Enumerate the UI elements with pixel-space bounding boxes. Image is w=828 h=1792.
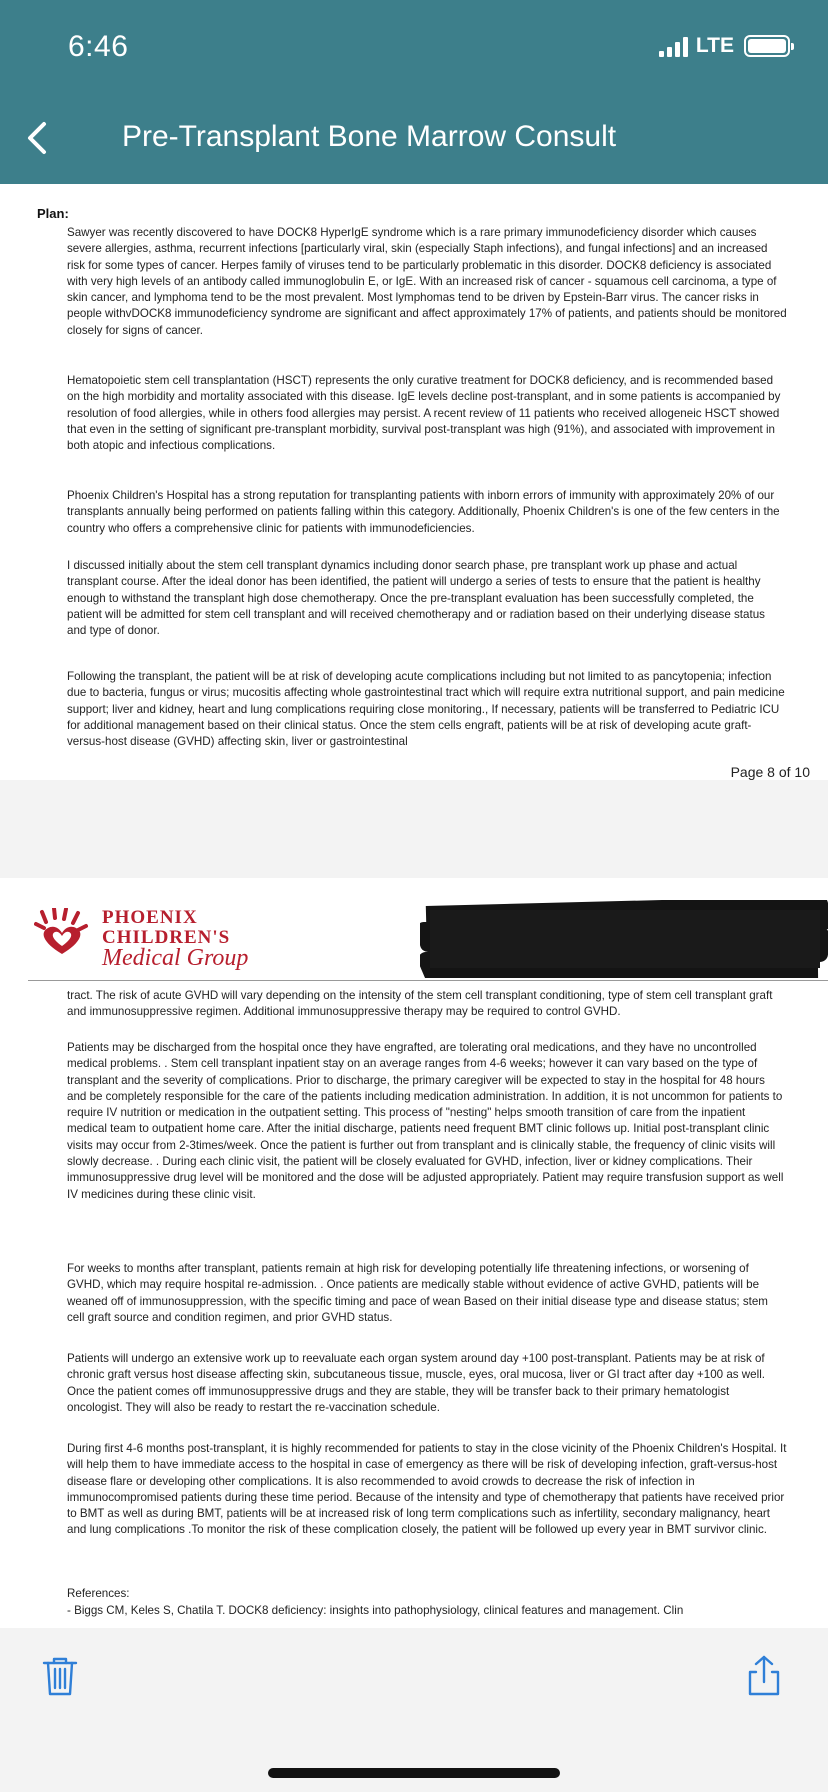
paragraph: During first 4-6 months post-transplant, it is highly recommended for patients to stay in the close vicinity of the Phoenix Children's Hospital. It will help them to have immediate access to the hospital in case of emergency as there will be risk of developing infection, graft-versus-host disease flare or developing other complications. It is also recommended to avoid crowds to decrease the risk of infection in immunocompromised patients during these time period. Because of the intensity and type of chemotherapy that patients have received prior to BMT as well as during BMT, patients will be at increased risk of long term complications such as infertility, secondary malignancy, heart and lung complications .To monitor the risk of these complication closely, the patient will be followed up every year in BMT survivor clinic. xyxy=(67,1442,787,1537)
page-number: Page 8 of 10 xyxy=(730,764,810,780)
reference-item: - Biggs CM, Keles S, Chatila T. DOCK8 deficiency: insights into pathophysiology, clinical features and management. Clin xyxy=(67,1604,684,1617)
paragraph: I discussed initially about the stem cell transplant dynamics including donor search phase, pre transplant work up phase and actual transplant course. After the ideal donor has been identified, the patient will undergo a series of tests to ensure that the patient is healthy enough to withstand the transplant high dose chemotherapy. Once the pre-transplant evaluation has been successfully completed, the patient will be admitted for stem cell transplant and will received chemotherapy and or radiation based on their underlying disease status and type of donor. xyxy=(67,559,765,638)
logo-line-2: CHILDREN'S xyxy=(102,927,231,948)
app-header xyxy=(0,0,828,184)
logo-line-1: PHOENIX xyxy=(102,907,198,928)
plan-label: Plan: xyxy=(37,206,69,221)
signal-icon xyxy=(659,35,688,57)
heart-logo-icon xyxy=(34,908,90,958)
chevron-left-icon xyxy=(20,118,60,158)
paragraph: Following the transplant, the patient will be at risk of developing acute complications including but not limited to as pancytopenia; infection due to bacteria, fungus or virus; mucositis affecting whole gastrointestinal tract which will require extra nutritional support, and pain medicine support; liver and kidney, heart and lung complications requiring close monitoring., If necessary, patients will be transferred to Pediatric ICU for additional management based on their clinical status. Once the stem cells engraft, patients will be at risk of developing acute graft-versus-host disease (GVHD) affecting skin, liver or gastrointestinal xyxy=(67,670,785,749)
status-time: 6:46 xyxy=(68,30,129,63)
header-divider xyxy=(28,980,828,981)
bottom-toolbar xyxy=(0,1628,828,1792)
paragraph: Patients may be discharged from the hospital once they have engrafted, are tolerating oral medications, and they have no uncontrolled medical problems. . Stem cell transplant inpatient stay on an average ranges from 4-6 weeks; however it can vary based on the type of transplant and the severity of complications. Prior to discharge, the primary caregiver will be expected to stay in the hospital for 48 hours and be completely responsible for the care of the patients including medication administration. In addition, it is not uncommon for patients to require IV nutrition or medication in the outpatient setting. This process of "nesting" helps smooth transition of care from the inpatient medical team to outpatient home care. After the initial discharge, patients need frequent BMT clinic follows up. Initial post-transplant clinic visits may occur from 2-3times/week. Once the patient is further out from transplant and is clinically stable, the frequency of clinic visits will slowly decrease. . During each clinic visit, the patient will be closely evaluated for GVHD, infection, liver or kidney complications. Their immunosuppressive drug level will be monitored and the dose will be adjusted appropriately. Patient may require transfusion support as well IV medicines during these clinic visit. xyxy=(67,1041,784,1201)
references-label: References: xyxy=(67,1587,130,1600)
share-button[interactable] xyxy=(742,1654,786,1698)
document-page-8 xyxy=(0,184,828,780)
paragraph: Patients will undergo an extensive work up to reevaluate each organ system around day +100 post-transplant. Patients may be at risk of chronic graft versus host disease affecting skin, subcutaneous tissue, muscle, eyes, oral mucosa, liver or GI tract after day +100 as well. Once the patient comes off immunosuppressive drugs and they are stable, they will be transfer back to their primary hematologist oncologist. They will also be ready to restart the re-vaccination schedule. xyxy=(67,1352,765,1414)
battery-icon xyxy=(744,35,790,57)
paragraph: Sawyer was recently discovered to have DOCK8 HyperIgE syndrome which is a rare primary immunodeficiency disorder which causes severe allergies, asthma, recurrent infections [particularly viral, skin (especially Staph infections), and fungal infections] and an increased risk for some types of cancer. Herpes family of viruses tend to be particularly problematic in this disorder. DOCK8 deficiency is associated with very high levels of an antibody called immunoglobulin E, or IgE. With an increased risk of cancer - squamous cell carcinoma, a type of skin cancer, and lymphoma tend to be the most prevalent. Most lymphomas tend to be driven by Epstein-Barr virus. The cancer risks in people withvDOCK8 immunodeficiency syndrome are significant and affect approximately 17% of patients, and patients should be monitored closely for signs of cancer. xyxy=(67,226,787,337)
document-page-9 xyxy=(0,878,828,1628)
paragraph: For weeks to months after transplant, patients remain at high risk for developing potentially life threatening infections, or worsening of GVHD, which may require hospital re-admission. . Once patients are medically stable without evidence of active GVHD, patients will be weaned off of immunosuppression, with the specific timing and pace of wean Based on their initial disease type and disease status; stem cell graft source and condition regimen, and prior GVHD status. xyxy=(67,1262,768,1324)
paragraph: Hematopoietic stem cell transplantation (HSCT) represents the only curative treatment for DOCK8 deficiency, and is recommended based on the high morbidity and mortality associated with this disease. IgE levels decline post-transplant, and in some patients is accompanied by resolution of food allergies, while in others food allergies may persist. A recent review of 11 patients who received allogeneic HSCT showed that even in the setting of significant pre-transplant morbidity, survival post-transplant was high (91%), and associated with improvement in both atopic and infectious complications. xyxy=(67,374,781,453)
trash-icon xyxy=(42,1656,78,1696)
home-indicator[interactable] xyxy=(268,1768,560,1778)
back-button[interactable] xyxy=(20,118,60,158)
paragraph: tract. The risk of acute GVHD will vary depending on the intensity of the stem cell transplant conditioning, type of stem cell transplant graft and immunosuppressive regimen. Additional immunosuppressive therapy may be required to control GVHD. xyxy=(67,989,773,1019)
status-bar-right xyxy=(659,34,790,58)
logo-line-3: Medical Group xyxy=(102,945,249,971)
paragraph: Phoenix Children's Hospital has a strong reputation for transplanting patients with inborn errors of immunity with approximately 20% of our transplants annually being performed on patients falling within this category. Additionally, Phoenix Children's is one of the few centers in the country who offers a comprehensive clinic for patients with immunodeficiencies. xyxy=(67,489,780,535)
delete-button[interactable] xyxy=(42,1656,78,1696)
redaction-scribble xyxy=(420,900,828,978)
share-icon xyxy=(742,1654,786,1698)
page-title: Pre-Transplant Bone Marrow Consult xyxy=(122,120,617,153)
network-label: LTE xyxy=(695,34,734,57)
